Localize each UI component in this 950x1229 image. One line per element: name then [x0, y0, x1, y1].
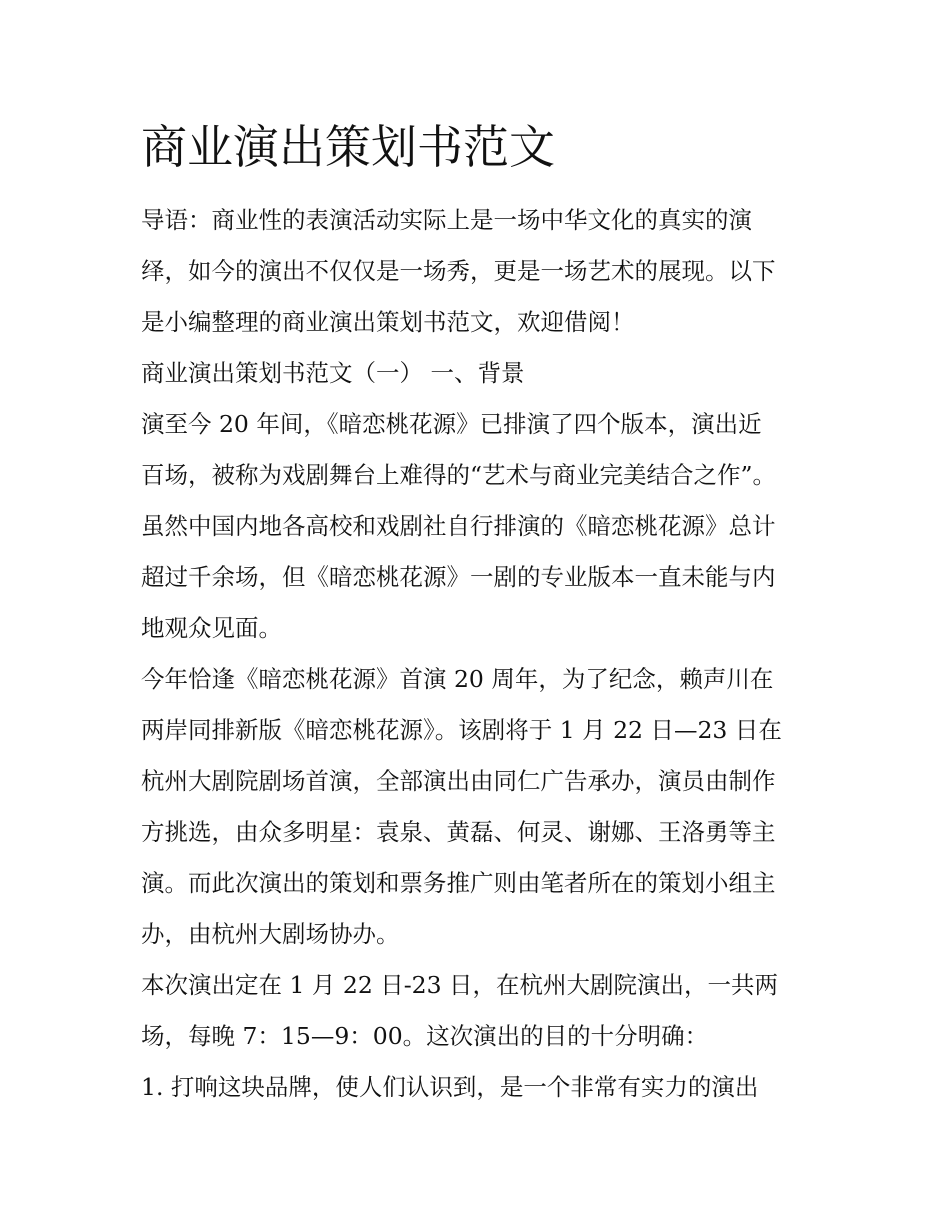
paragraph-line: 方挑选，由众多明星：袁泉、黄磊、何灵、谢娜、王洛勇等主: [141, 818, 776, 846]
paragraph-line: 杭州大剧院剧场首演，全部演出由同仁广告承办，演员由制作: [141, 767, 776, 795]
paragraph-line: 场，每晚 7：15—9：00。这次演出的目的十分明确：: [141, 1022, 709, 1050]
page-title: 商业演出策划书范文: [141, 120, 555, 174]
paragraph-line: 是小编整理的商业演出策划书范文，欢迎借阅！: [141, 308, 635, 336]
section-heading: 商业演出策划书范文（一） 一、背景: [141, 359, 525, 387]
paragraph-line: 今年恰逢《暗恋桃花源》首演 20 周年，为了纪念，赖声川在: [141, 665, 774, 693]
paragraph-line: 两岸同排新版《暗恋桃花源》。该剧将于 1 月 22 日—23 日在: [141, 716, 782, 744]
paragraph-line: 本次演出定在 1 月 22 日-23 日，在杭州大剧院演出，一共两: [141, 971, 779, 999]
paragraph-line: 超过千余场，但《暗恋桃花源》一剧的专业版本一直未能与内: [141, 563, 776, 591]
list-item: 1. 打响这块品牌，使人们认识到，是一个非常有实力的演出: [141, 1073, 759, 1101]
paragraph-line: 地观众见面。: [141, 614, 282, 642]
paragraph-line: 虽然中国内地各高校和戏剧社自行排演的《暗恋桃花源》总计: [141, 512, 776, 540]
paragraph-line: 演至今 20 年间，《暗恋桃花源》已排演了四个版本，演出近: [141, 410, 762, 438]
paragraph-line: 导语：商业性的表演活动实际上是一场中华文化的真实的演: [141, 206, 752, 234]
paragraph-line: 百场，被称为戏剧舞台上难得的“艺术与商业完美结合之作”。: [141, 461, 777, 489]
paragraph-line: 办，由杭州大剧场协办。: [141, 920, 400, 948]
paragraph-line: 演。而此次演出的策划和票务推广则由笔者所在的策划小组主: [141, 869, 776, 897]
paragraph-line: 绎，如今的演出不仅仅是一场秀，更是一场艺术的展现。以下: [141, 257, 776, 285]
